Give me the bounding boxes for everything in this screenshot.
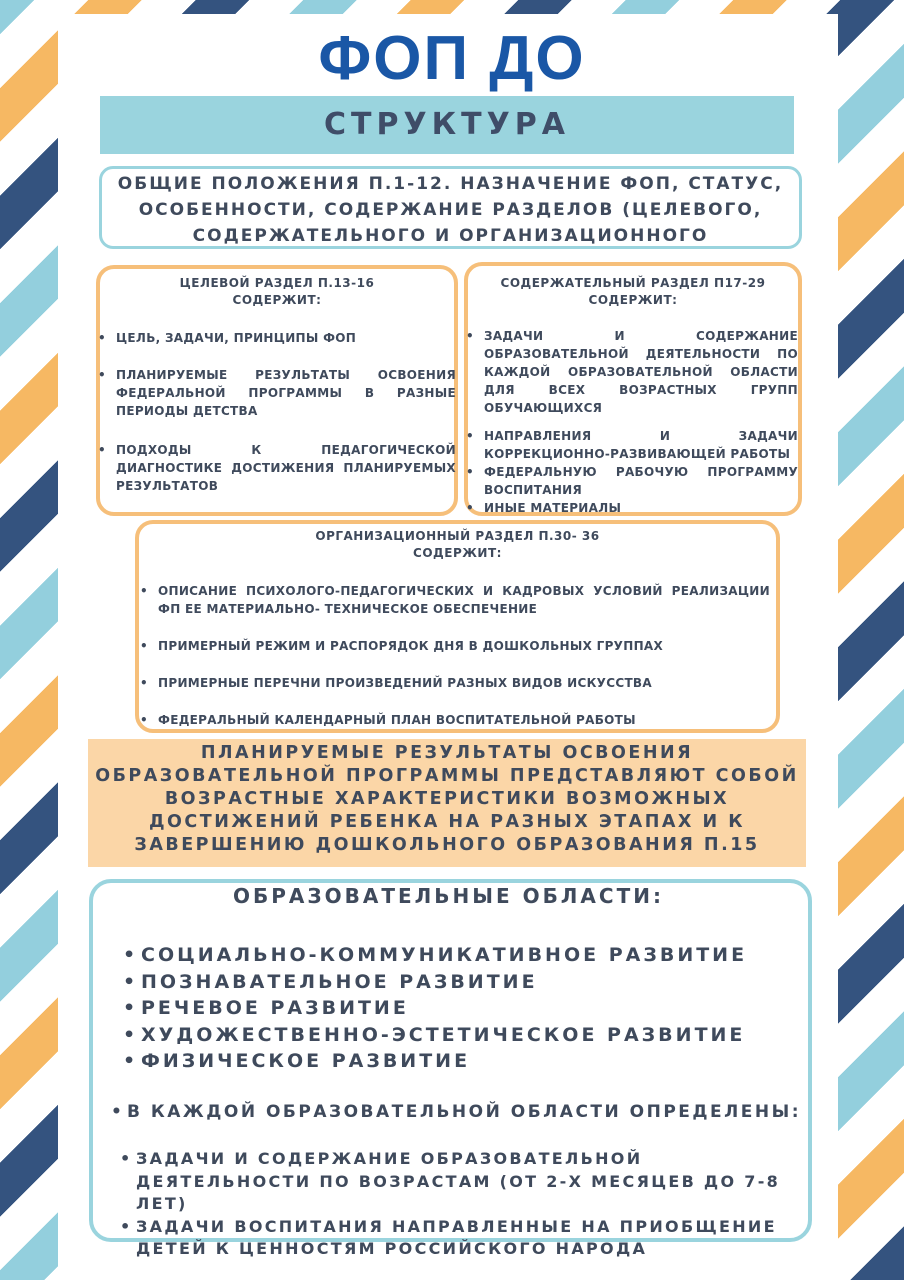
general-provisions-text: ОБЩИЕ ПОЛОЖЕНИЯ П.1-12. НАЗНАЧЕНИЕ ФОП, СТАТУС, ОСОБЕННОСТИ, СОДЕРЖАНИЕ РАЗДЕЛОВ (ЦЕЛЕВОГО, СОДЕРЖАТЕЛЬНОГО И ОРГАНИЗАЦИОННОГО [117,174,784,246]
general-provisions-box [99,166,802,249]
org-section-heading: ОРГАНИЗАЦИОННЫЙ РАЗДЕЛ П.30- 36 [315,529,600,543]
list-item: • ПОЗНАВАТЕЛЬНОЕ РАЗВИТИЕ [141,969,808,996]
org-section-contains: СОДЕРЖИТ: [413,546,502,560]
areas-defined-list [136,1148,806,1261]
content-section-box [464,262,802,516]
list-item: • ФЕДЕРАЛЬНУЮ РАБОЧУЮ ПРОГРАММУ ВОСПИТАНИЯ [484,463,798,499]
content-section-heading: СОДЕРЖАТЕЛЬНЫЙ РАЗДЕЛ П17-29 [500,276,766,290]
educational-areas-box [89,879,812,1258]
planned-results-panel [88,739,806,867]
list-item: • ПРИМЕРНЫЙ РЕЖИМ И РАСПОРЯДОК ДНЯ В ДОШКОЛЬНЫХ ГРУППАХ [158,637,770,655]
list-item: • ИНЫЕ МАТЕРИАЛЫ [484,499,798,517]
org-section-list [158,582,770,729]
educational-areas-heading: ОБРАЗОВАТЕЛЬНЫЕ ОБЛАСТИ: [233,884,664,908]
content-section-list [484,327,798,517]
target-section-heading: ЦЕЛЕВОЙ РАЗДЕЛ П.13-16 [179,276,375,290]
list-item: • ХУДОЖЕСТВЕННО-ЭСТЕТИЧЕСКОЕ РАЗВИТИЕ [141,1022,808,1049]
structure-banner: СТРУКТУРА [100,96,794,154]
org-section-box [135,520,780,733]
list-item: • ЗАДАЧИ И СОДЕРЖАНИЕ ОБРАЗОВАТЕЛЬНОЙ ДЕЯТЕЛЬНОСТИ ПО КАЖДОЙ ОБРАЗОВАТЕЛЬНОЙ ОБЛАСТИ ДЛЯ ВСЕХ ВОЗРАСТНЫХ ГРУПП ОБУЧАЮЩИХСЯ [484,327,798,417]
content-section-contains: СОДЕРЖИТ: [588,293,678,307]
list-item: • ЦЕЛЬ, ЗАДАЧИ, ПРИНЦИПЫ ФОП [116,329,456,347]
educational-areas-list [141,942,808,1075]
list-item: • ПРИМЕРНЫЕ ПЕРЕЧНИ ПРОИЗВЕДЕНИЙ РАЗНЫХ ВИДОВ ИСКУССТВА [158,674,770,692]
list-item: • ЗАДАЧИ ВОСПИТАНИЯ НАПРАВЛЕННЫЕ НА ПРИОБЩЕНИЕ ДЕТЕЙ К ЦЕННОСТЯМ РОССИЙСКОГО НАРОДА [136,1216,806,1261]
list-item: • ЗАДАЧИ И СОДЕРЖАНИЕ ОБРАЗОВАТЕЛЬНОЙ ДЕЯТЕЛЬНОСТИ ПО ВОЗРАСТАМ (ОТ 2-Х МЕСЯЦЕВ ДО 7-8 ЛЕТ) [136,1148,806,1216]
target-section-contains: СОДЕРЖИТ: [232,293,322,307]
list-item: • ПЛАНИРУЕМЫЕ РЕЗУЛЬТАТЫ ОСВОЕНИЯ ФЕДЕРАЛЬНОЙ ПРОГРАММЫ В РАЗНЫЕ ПЕРИОДЫ ДЕТСТВА [116,366,456,420]
list-item: • ОПИСАНИЕ ПСИХОЛОГО-ПЕДАГОГИЧЕСКИХ И КАДРОВЫХ УСЛОВИЙ РЕАЛИЗАЦИИ ФП ЕЕ МАТЕРИАЛЬНО- ТЕХНИЧЕСКОЕ ОБЕСПЕЧЕНИЕ [158,582,770,618]
list-item: • ФЕДЕРАЛЬНЫЙ КАЛЕНДАРНЫЙ ПЛАН ВОСПИТАТЕЛЬНОЙ РАБОТЫ [158,711,770,729]
planned-results-text: ПЛАНИРУЕМЫЕ РЕЗУЛЬТАТЫ ОСВОЕНИЯ ОБРАЗОВАТЕЛЬНОЙ ПРОГРАММЫ ПРЕДСТАВЛЯЮТ СОБОЙ ВОЗРАСТНЫЕ ХАРАКТЕРИСТИКИ ВОЗМОЖНЫХ ДОСТИЖЕНИЙ РЕБЕНКА НА РАЗНЫХ ЭТАПАХ И К ЗАВЕРШЕНИЮ ДОШКОЛЬНОГО ОБРАЗОВАНИЯ П.15 [95,743,799,855]
areas-defined-heading: • В КАЖДОЙ ОБРАЗОВАТЕЛЬНОЙ ОБЛАСТИ ОПРЕДЕЛЕНЫ: [127,1101,808,1124]
target-section-list [116,329,456,495]
list-item: • РЕЧЕВОЕ РАЗВИТИЕ [141,995,808,1022]
target-section-box [96,265,458,516]
list-item: • ПОДХОДЫ К ПЕДАГОГИЧЕСКОЙ ДИАГНОСТИКЕ ДОСТИЖЕНИЯ ПЛАНИРУЕМЫХ РЕЗУЛЬТАТОВ [116,441,456,495]
page-title: ФОП ДО [318,24,586,93]
list-item: • ФИЗИЧЕСКОЕ РАЗВИТИЕ [141,1048,808,1075]
list-item: • НАПРАВЛЕНИЯ И ЗАДАЧИ КОРРЕКЦИОННО-РАЗВИВАЮЩЕЙ РАБОТЫ [484,427,798,463]
list-item: • СОЦИАЛЬНО-КОММУНИКАТИВНОЕ РАЗВИТИЕ [141,942,808,969]
